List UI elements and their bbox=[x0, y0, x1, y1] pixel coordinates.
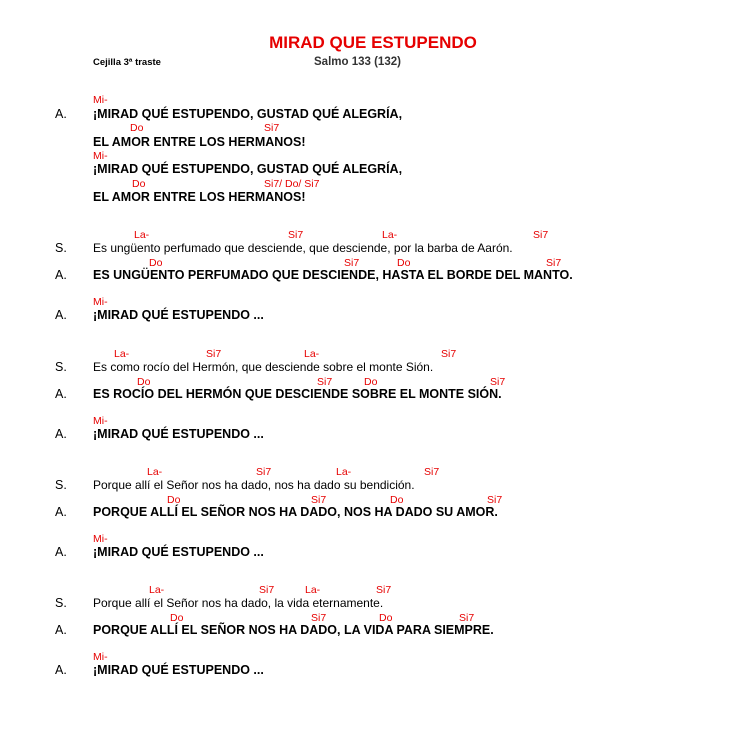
verse-line bbox=[0, 308, 746, 328]
role-label: A. bbox=[55, 308, 67, 322]
chord: Si7 bbox=[256, 466, 272, 478]
chord: Do bbox=[379, 612, 393, 624]
song-title: MIRAD QUE ESTUPENDO bbox=[269, 33, 477, 52]
verse-line bbox=[0, 623, 746, 643]
lyric-text: PORQUE ALLÍ EL SEÑOR NOS HA DADO, LA VIDA PARA SIEMPRE. bbox=[93, 623, 494, 637]
chord: Si7 bbox=[487, 494, 503, 506]
lyric-text: ¡MIRAD QUÉ ESTUPENDO ... bbox=[93, 663, 264, 677]
lyric-text: ES UNGÜENTO PERFUMADO QUE DESCIENDE, HASTA EL BORDE DEL MANTO. bbox=[93, 268, 573, 282]
chord: La- bbox=[134, 229, 150, 241]
chord: Mi- bbox=[93, 150, 108, 162]
lyric-text: PORQUE ALLÍ EL SEÑOR NOS HA DADO, NOS HA DADO SU AMOR. bbox=[93, 505, 498, 519]
chord: Do bbox=[170, 612, 184, 624]
chord: Mi- bbox=[93, 651, 108, 663]
role-label: A. bbox=[55, 623, 67, 637]
chord: Si7 bbox=[259, 584, 275, 596]
chord: La- bbox=[304, 348, 320, 360]
chord: Si7 bbox=[424, 466, 440, 478]
chord: Si7 bbox=[376, 584, 392, 596]
chord: Si7 bbox=[288, 229, 304, 241]
chord: La- bbox=[382, 229, 398, 241]
verse-line bbox=[0, 107, 746, 127]
role-label: A. bbox=[55, 427, 67, 441]
chord: Do bbox=[132, 178, 146, 190]
verse-line bbox=[0, 663, 746, 683]
verse-line bbox=[0, 135, 746, 155]
chord: Si7 bbox=[311, 494, 327, 506]
chord: Si7 bbox=[344, 257, 360, 269]
chord: Do bbox=[149, 257, 163, 269]
chord: Mi- bbox=[93, 296, 108, 308]
lyric-text: EL AMOR ENTRE LOS HERMANOS! bbox=[93, 190, 306, 204]
chord: Si7 bbox=[546, 257, 562, 269]
chord: La- bbox=[149, 584, 165, 596]
chord: Do bbox=[364, 376, 378, 388]
chord: Si7 bbox=[317, 376, 333, 388]
chord: La- bbox=[114, 348, 130, 360]
role-label: A. bbox=[55, 107, 67, 121]
lyric-text: ¡MIRAD QUÉ ESTUPENDO ... bbox=[93, 545, 264, 559]
chord: Mi- bbox=[93, 94, 108, 106]
chord: Si7 bbox=[459, 612, 475, 624]
lyric-text: ¡MIRAD QUÉ ESTUPENDO ... bbox=[93, 427, 264, 441]
chord: Si7 bbox=[533, 229, 549, 241]
chord: Do bbox=[130, 122, 144, 134]
chord: Si7 bbox=[206, 348, 222, 360]
lyric-text: EL AMOR ENTRE LOS HERMANOS! bbox=[93, 135, 306, 149]
verse-line bbox=[0, 596, 746, 616]
role-label: A. bbox=[55, 268, 67, 282]
role-label: S. bbox=[55, 478, 67, 492]
chord: Mi- bbox=[93, 415, 108, 427]
role-label: A. bbox=[55, 663, 67, 677]
lyric-text: ¡MIRAD QUÉ ESTUPENDO, GUSTAD QUÉ ALEGRÍA, bbox=[93, 162, 403, 176]
chord: Mi- bbox=[93, 533, 108, 545]
verse-line bbox=[0, 505, 746, 525]
capo-note: Cejilla 3ª traste bbox=[93, 57, 161, 68]
verse-line bbox=[0, 387, 746, 407]
psalm-reference: Salmo 133 (132) bbox=[314, 56, 401, 68]
chord: Si7/ Do/ Si7 bbox=[264, 178, 320, 190]
role-label: A. bbox=[55, 505, 67, 519]
verse-line bbox=[0, 268, 746, 288]
lyric-text: ¡MIRAD QUÉ ESTUPENDO, GUSTAD QUÉ ALEGRÍA, bbox=[93, 107, 403, 121]
verse-line bbox=[0, 427, 746, 447]
chord: Si7 bbox=[311, 612, 327, 624]
role-label: A. bbox=[55, 387, 67, 401]
chord: La- bbox=[147, 466, 163, 478]
lyric-text: Porque allí el Señor nos ha dado, la vida eternamente. bbox=[93, 596, 384, 610]
verse-line bbox=[0, 241, 746, 261]
chord: Do bbox=[167, 494, 181, 506]
role-label: S. bbox=[55, 241, 67, 255]
lyric-text: ¡MIRAD QUÉ ESTUPENDO ... bbox=[93, 308, 264, 322]
chord: Do bbox=[137, 376, 151, 388]
role-label: S. bbox=[55, 360, 67, 374]
verse-line bbox=[0, 190, 746, 210]
chord: Do bbox=[397, 257, 411, 269]
lyric-text: ES ROCÍO DEL HERMÓN QUE DESCIENDE SOBRE EL MONTE SIÓN. bbox=[93, 387, 502, 401]
verse-line bbox=[0, 162, 746, 182]
lyric-text: Es como rocío del Hermón, que desciende sobre el monte Sión. bbox=[93, 360, 434, 374]
chord: Si7 bbox=[441, 348, 457, 360]
chord: Si7 bbox=[264, 122, 280, 134]
role-label: S. bbox=[55, 596, 67, 610]
chord: La- bbox=[336, 466, 352, 478]
chord: Si7 bbox=[490, 376, 506, 388]
chord: La- bbox=[305, 584, 321, 596]
lyric-text: Es ungüento perfumado que desciende, que desciende, por la barba de Aarón. bbox=[93, 241, 513, 255]
verse-line bbox=[0, 545, 746, 565]
verse-line bbox=[0, 478, 746, 498]
role-label: A. bbox=[55, 545, 67, 559]
lyric-text: Porque allí el Señor nos ha dado, nos ha dado su bendición. bbox=[93, 478, 415, 492]
chord: Do bbox=[390, 494, 404, 506]
verse-line bbox=[0, 360, 746, 380]
